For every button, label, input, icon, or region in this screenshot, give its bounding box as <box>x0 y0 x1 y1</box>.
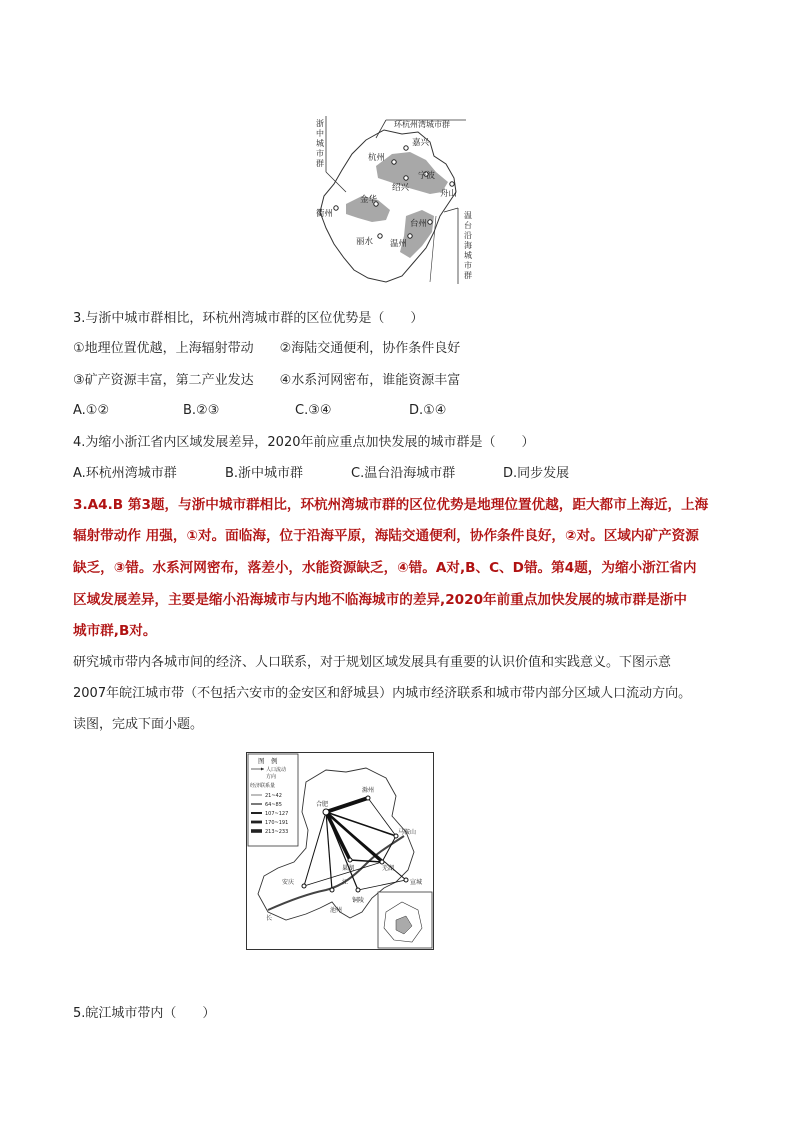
legend-range-4: 170~191 <box>265 820 289 826</box>
q3-statement-line2: ③矿产资源丰富，第二产业发达 ④水系河网密布，谁能资源丰富 <box>73 373 461 388</box>
q3-stem: 3.与浙中城市群相比，环杭州湾城市群的区位优势是（ ） <box>73 311 424 326</box>
zhejiang-outline <box>320 130 456 282</box>
legend-range-3: 107~127 <box>265 811 289 817</box>
city-wuhu: 芜湖 <box>382 865 395 872</box>
intro-line-2: 2007年皖江城市带（不包括六安市的金安区和舒城县）内城市经济联系和城市带内部分区域人口流动方向。 <box>73 686 692 701</box>
city-anqing: 安庆 <box>282 879 295 886</box>
city-chaohu: 巢湖 <box>342 865 355 872</box>
city-zhoushan: 舟山 <box>440 189 458 199</box>
city-hangzhou: 杭州 <box>368 153 386 163</box>
city-maanshan: 马鞍山 <box>398 829 417 836</box>
city-chuzhou: 滁州 <box>362 787 375 794</box>
label-wentai-4: 城 <box>464 251 472 260</box>
city-quzhou: 衢州 <box>316 209 334 219</box>
answer-line-1: 3.A4.B 第3题，与浙中城市群相比，环杭州湾城市群的区位优势是地理位置优越，距大都市上海近，上海 <box>73 497 709 513</box>
legend-title: 图 例 <box>258 757 278 765</box>
city-jiaxing: 嘉兴 <box>412 138 430 148</box>
intro-line-3: 读图，完成下面小题。 <box>73 717 204 732</box>
q4-option-c[interactable]: C.温台沿海城市群 <box>351 466 456 481</box>
city-xuancheng: 宣城 <box>410 879 423 886</box>
label-zhezhong-1: 中 <box>316 129 324 138</box>
river-label-chang: 长 <box>266 915 273 922</box>
city-chizhou: 池州 <box>330 907 343 914</box>
river-label-jiang: 江 <box>342 879 349 886</box>
label-wentai-2: 沿 <box>464 231 472 240</box>
q4-stem: 4.为缩小浙江省内区域发展差异，2020年前应重点加快发展的城市群是（ ） <box>73 435 535 450</box>
label-zhezhong-4: 群 <box>316 159 324 168</box>
city-taizhou: 台州 <box>410 219 428 229</box>
label-hangzhou-bay: 环杭州湾城市群 <box>394 120 450 129</box>
label-wentai-3: 海 <box>464 241 472 250</box>
answer-line-3: 缺乏，③错。水系河网密布，落差小，水能资源缺乏，④错。A对,B、C、D错。第4题，为缩小浙江省内 <box>73 560 697 576</box>
label-zhezhong-3: 市 <box>316 149 324 158</box>
label-wentai-6: 群 <box>464 271 472 280</box>
label-zhezhong-0: 浙 <box>316 119 324 128</box>
q3-statement-line1: ①地理位置优越，上海辐射带动 ②海陆交通便利，协作条件良好 <box>73 341 461 356</box>
city-lishui: 丽水 <box>356 237 374 247</box>
q3-option-b[interactable]: B.②③ <box>183 403 220 418</box>
label-wentai-0: 温 <box>464 211 472 220</box>
label-wentai-5: 市 <box>464 261 472 270</box>
q4-option-b[interactable]: B.浙中城市群 <box>225 466 304 481</box>
legend-range-2: 64~85 <box>265 802 282 808</box>
answer-line-5: 城市群,B对。 <box>73 623 157 639</box>
q3-option-a[interactable]: A.①② <box>73 403 110 418</box>
answer-line-4: 区域发展差异，主要是缩小沿海城市与内地不临海城市的差异,2020年前重点加快发展的城市群是浙中 <box>73 592 687 608</box>
city-hefei: 合肥 <box>316 801 329 808</box>
q5-stem: 5.皖江城市带内（ ） <box>73 1006 216 1021</box>
q4-options <box>73 465 569 483</box>
legend-econ: 经济联系量 <box>250 783 276 789</box>
intro-line-1: 研究城市带内各城市间的经济、人口联系，对于规划区域发展具有重要的认识价值和实践意义。下图示意 <box>73 655 672 670</box>
city-tongling: 铜陵 <box>352 897 365 904</box>
city-wenzhou: 温州 <box>390 239 408 249</box>
q3-option-c[interactable]: C.③④ <box>295 403 332 418</box>
answer-line-2: 辐射带动作 用强，①对。面临海，位于沿海平原，海陆交通便利，协作条件良好，②对。区域内矿产资源 <box>73 528 699 544</box>
q4-option-d[interactable]: D.同步发展 <box>503 466 570 481</box>
label-wentai-1: 台 <box>464 221 472 230</box>
legend-flow-2: 方向 <box>266 774 277 780</box>
city-shaoxing: 绍兴 <box>392 183 410 193</box>
legend-flow: 人口流动 <box>266 767 287 773</box>
wanjiang-city-belt-map <box>246 752 434 950</box>
zhejiang-city-cluster-map <box>306 112 482 290</box>
label-zhezhong-2: 城 <box>316 139 324 148</box>
q4-option-a[interactable]: A.环杭州湾城市群 <box>73 466 177 481</box>
city-ningbo: 宁波 <box>418 171 436 181</box>
q3-option-d[interactable]: D.①④ <box>409 403 447 418</box>
q3-options <box>73 402 446 420</box>
city-jinhua: 金华 <box>360 195 378 205</box>
legend-range-5: 213~233 <box>265 829 289 835</box>
legend-range-1: 21~42 <box>265 793 282 799</box>
